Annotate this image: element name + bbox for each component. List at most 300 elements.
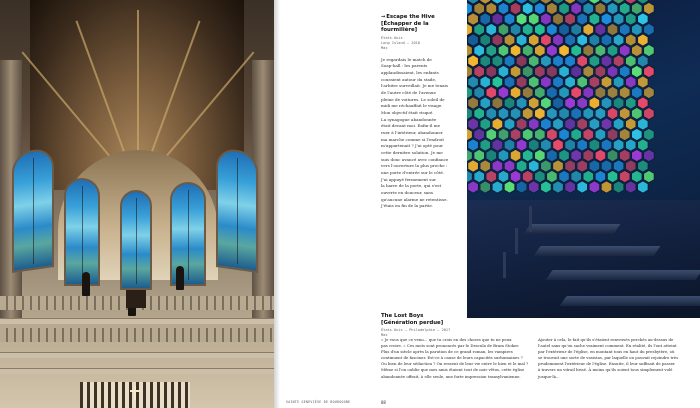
glass-hexagon bbox=[474, 23, 485, 35]
glass-hexagon bbox=[516, 34, 527, 46]
glass-hexagon bbox=[638, 118, 649, 130]
glass-hexagon bbox=[547, 149, 558, 161]
story-body-text bbox=[381, 57, 463, 210]
glass-hexagon bbox=[529, 118, 540, 130]
glass-hexagon bbox=[619, 65, 630, 77]
text-line: se trouvait une sorte de vasistas, par laquelle on pouvait rejoindre très bbox=[538, 355, 679, 361]
glass-hexagon bbox=[644, 2, 655, 14]
stained-glass-window bbox=[120, 190, 152, 290]
glass-hexagon bbox=[516, 139, 527, 151]
text-line: Plus d'un siècle après la parution de ce grand roman, les vampires bbox=[381, 349, 513, 355]
glass-hexagon bbox=[589, 118, 600, 130]
glass-hexagon bbox=[529, 55, 540, 67]
text-line: midi me réchauffait le visage. bbox=[381, 103, 443, 109]
glass-hexagon bbox=[504, 13, 515, 25]
glass-hexagon bbox=[480, 34, 491, 46]
text-line: à travers un vitrail brisé. À moins qu'ils soient tous simplement volé bbox=[538, 367, 673, 373]
glass-hexagon bbox=[559, 170, 570, 182]
glass-hexagon bbox=[644, 128, 655, 140]
glass-hexagon bbox=[498, 86, 509, 98]
glass-hexagon bbox=[559, 44, 570, 56]
glass-hexagon bbox=[553, 181, 564, 193]
glass-hexagon bbox=[644, 170, 655, 182]
glass-hexagon bbox=[529, 139, 540, 151]
glass-hexagon bbox=[619, 23, 630, 35]
glass-hexagon bbox=[583, 149, 594, 161]
glass-hexagon bbox=[607, 65, 618, 77]
glass-hexagon bbox=[638, 13, 649, 25]
glass-hexagon bbox=[595, 2, 606, 14]
glass-hexagon bbox=[559, 23, 570, 35]
glass-hexagon bbox=[486, 86, 497, 98]
text-line: La synagogue abandonnée bbox=[381, 116, 437, 122]
glass-hexagon bbox=[601, 76, 612, 88]
glass-hexagon bbox=[613, 118, 624, 130]
glass-hexagon bbox=[498, 2, 509, 14]
glass-hexagon bbox=[571, 2, 582, 14]
glass-hexagon bbox=[467, 44, 472, 56]
glass-hexagon bbox=[498, 44, 509, 56]
glass-hexagon bbox=[510, 107, 521, 119]
text-line: qu'aucune alarme ne retentisse. bbox=[381, 196, 448, 202]
synagogue-hexagon-photo bbox=[467, 0, 700, 318]
ledge bbox=[0, 352, 274, 358]
ledge bbox=[0, 318, 274, 324]
person-silhouette bbox=[82, 272, 90, 296]
glass-hexagon bbox=[644, 65, 655, 77]
glass-hexagon bbox=[467, 86, 472, 98]
glass-hexagon bbox=[583, 86, 594, 98]
ledge bbox=[0, 368, 274, 374]
glass-hexagon bbox=[474, 107, 485, 119]
glass-hexagon bbox=[547, 107, 558, 119]
glass-hexagon bbox=[565, 55, 576, 67]
glass-hexagon bbox=[498, 23, 509, 35]
glass-hexagon bbox=[547, 86, 558, 98]
glass-hexagon bbox=[589, 76, 600, 88]
glass-hexagon bbox=[541, 181, 552, 193]
glass-hexagon bbox=[626, 139, 637, 151]
glass-hexagon bbox=[492, 13, 503, 25]
glass-hexagon bbox=[601, 118, 612, 130]
glass-hexagon bbox=[632, 149, 643, 161]
glass-hexagon bbox=[510, 128, 521, 140]
glass-hexagon bbox=[510, 65, 521, 77]
page-number: 88 bbox=[381, 400, 386, 405]
glass-hexagon bbox=[583, 2, 594, 14]
text-line: par l'extérieur de l'église, en montant tous en haut du presbytère, où bbox=[538, 349, 675, 355]
church-interior-photo bbox=[0, 0, 274, 408]
glass-hexagon bbox=[547, 65, 558, 77]
pew bbox=[545, 270, 700, 280]
glass-hexagon bbox=[498, 128, 509, 140]
text-line: Ou bien de leur séduction ? On ressent de leur vie entre le bien et le mal ? bbox=[381, 361, 529, 367]
glass-hexagon bbox=[516, 181, 527, 193]
glass-hexagon bbox=[644, 149, 655, 161]
glass-hexagon bbox=[613, 139, 624, 151]
glass-hexagon bbox=[522, 149, 533, 161]
glass-hexagon bbox=[486, 2, 497, 14]
glass-hexagon bbox=[504, 181, 515, 193]
glass-hexagon bbox=[607, 2, 618, 14]
glass-hexagon bbox=[559, 149, 570, 161]
glass-hexagon bbox=[607, 44, 618, 56]
glass-hexagon bbox=[632, 128, 643, 140]
glass-hexagon bbox=[522, 65, 533, 77]
glass-hexagon bbox=[480, 97, 491, 109]
glass-hexagon bbox=[632, 65, 643, 77]
glass-hexagon bbox=[504, 160, 515, 172]
glass-hexagon bbox=[510, 44, 521, 56]
glass-hexagon bbox=[577, 139, 588, 151]
glass-hexagon bbox=[589, 97, 600, 109]
glass-hexagon bbox=[644, 23, 655, 35]
glass-hexagon bbox=[522, 44, 533, 56]
glass-hexagon bbox=[607, 23, 618, 35]
glass-hexagon bbox=[571, 107, 582, 119]
glass-hexagon bbox=[571, 149, 582, 161]
text-line: jusque-là... bbox=[538, 373, 560, 379]
glass-hexagon bbox=[559, 128, 570, 140]
glass-hexagon bbox=[486, 149, 497, 161]
stained-glass-window bbox=[216, 147, 258, 273]
lower-story-column-1 bbox=[381, 337, 531, 380]
glass-hexagon bbox=[577, 181, 588, 193]
pew bbox=[559, 296, 700, 306]
glass-hexagon bbox=[565, 139, 576, 151]
glass-hexagon bbox=[467, 128, 472, 140]
text-line: Soap-ball : les parents bbox=[381, 63, 428, 69]
page-gutter-shadow bbox=[274, 0, 280, 408]
glass-hexagon bbox=[492, 34, 503, 46]
glass-hexagon bbox=[516, 118, 527, 130]
glass-hexagon bbox=[601, 181, 612, 193]
glass-hexagon bbox=[535, 2, 546, 14]
glass-hexagon bbox=[467, 2, 472, 14]
glass-hexagon bbox=[632, 44, 643, 56]
glass-hexagon bbox=[486, 128, 497, 140]
glass-hexagon bbox=[644, 44, 655, 56]
glass-hexagon bbox=[613, 34, 624, 46]
glass-hexagon bbox=[553, 160, 564, 172]
glass-hexagon bbox=[516, 55, 527, 67]
glass-hexagon bbox=[510, 149, 521, 161]
glass-hexagon bbox=[589, 160, 600, 172]
glass-hexagon bbox=[613, 13, 624, 25]
glass-hexagon bbox=[632, 170, 643, 182]
text-line: « Je vous que ce venu... que tu crois en des choses que tu ne peux bbox=[381, 337, 512, 342]
glass-hexagon bbox=[589, 55, 600, 67]
glass-hexagon bbox=[486, 23, 497, 35]
glass-hexagon bbox=[595, 149, 606, 161]
text-line: Même si l'on oublie que mes amis étaient tout de noir vêtus, cette église bbox=[381, 367, 525, 373]
glass-hexagon bbox=[626, 160, 637, 172]
glass-hexagon bbox=[565, 13, 576, 25]
glass-hexagon bbox=[522, 2, 533, 14]
glass-hexagon bbox=[577, 118, 588, 130]
glass-hexagon bbox=[474, 86, 485, 98]
glass-hexagon bbox=[541, 160, 552, 172]
glass-hexagon bbox=[565, 118, 576, 130]
glass-hexagon bbox=[595, 65, 606, 77]
text-line: prudemment l'extérieur de l'église. Ensuite, il leur suffisait de passer bbox=[538, 361, 675, 367]
glass-hexagon bbox=[516, 97, 527, 109]
glass-hexagon bbox=[638, 139, 649, 151]
text-line: continuent de fasciner. Est-ce à cause de leurs capacités surhumaines ? bbox=[381, 355, 523, 361]
glass-hexagon bbox=[613, 181, 624, 193]
glass-hexagon bbox=[553, 97, 564, 109]
glass-hexagon bbox=[595, 128, 606, 140]
glass-hexagon bbox=[632, 2, 643, 14]
glass-hexagon bbox=[535, 44, 546, 56]
glass-hexagon bbox=[577, 160, 588, 172]
text-line: l'autel sans qu'on sache vraiment comment. En réalité, ils l'ont atteint bbox=[538, 343, 677, 349]
glass-hexagon bbox=[467, 23, 472, 35]
glass-hexagon bbox=[468, 97, 479, 109]
glass-hexagon bbox=[510, 170, 521, 182]
glass-hexagon bbox=[638, 97, 649, 109]
glass-hexagon bbox=[468, 118, 479, 130]
glass-hexagon bbox=[626, 13, 637, 25]
glass-hexagon bbox=[577, 34, 588, 46]
glass-hexagon bbox=[613, 160, 624, 172]
glass-hexagon bbox=[474, 65, 485, 77]
glass-hexagon bbox=[492, 181, 503, 193]
pew bbox=[533, 246, 660, 256]
glass-hexagon bbox=[510, 2, 521, 14]
glass-hexagon bbox=[480, 160, 491, 172]
text-line: Je regardais le match de bbox=[381, 56, 432, 62]
glass-hexagon bbox=[571, 44, 582, 56]
glass-hexagon bbox=[467, 65, 472, 77]
glass-hexagon bbox=[529, 34, 540, 46]
glass-hexagon bbox=[644, 107, 655, 119]
glass-hexagon bbox=[632, 86, 643, 98]
text-line: applaudissaient, les enfants bbox=[381, 70, 439, 76]
glass-hexagon bbox=[613, 76, 624, 88]
glass-hexagon bbox=[601, 97, 612, 109]
glass-hexagon bbox=[583, 23, 594, 35]
glass-hexagon bbox=[607, 170, 618, 182]
glass-hexagon bbox=[619, 128, 630, 140]
glass-hexagon bbox=[547, 44, 558, 56]
glass-hexagon bbox=[589, 181, 600, 193]
glass-hexagon bbox=[583, 128, 594, 140]
glass-hexagon bbox=[541, 34, 552, 46]
glass-hexagon bbox=[601, 34, 612, 46]
pew-end bbox=[515, 228, 518, 254]
glass-hexagon bbox=[522, 107, 533, 119]
text-line: ruer à l'intérieur, abandonner bbox=[381, 130, 443, 135]
text-line: J'étais en fin de la partie. bbox=[381, 203, 434, 209]
glass-hexagon bbox=[626, 97, 637, 109]
lower-story-column-2 bbox=[538, 337, 690, 380]
glass-hexagon bbox=[486, 107, 497, 119]
glass-hexagon bbox=[601, 160, 612, 172]
glass-hexagon bbox=[626, 76, 637, 88]
glass-hexagon bbox=[535, 107, 546, 119]
glass-hexagon bbox=[480, 76, 491, 88]
glass-hexagon bbox=[559, 2, 570, 14]
glass-hexagon bbox=[541, 97, 552, 109]
cross-icon bbox=[130, 386, 140, 400]
glass-hexagon bbox=[480, 181, 491, 193]
glass-hexagon bbox=[626, 34, 637, 46]
glass-hexagon bbox=[577, 13, 588, 25]
glass-hexagon bbox=[589, 139, 600, 151]
text-line: Mon objectif était risqué. bbox=[381, 110, 434, 116]
glass-hexagon bbox=[547, 23, 558, 35]
glass-hexagon bbox=[607, 128, 618, 140]
glass-hexagon bbox=[571, 128, 582, 140]
arrow-right-icon: → bbox=[381, 14, 386, 20]
glass-hexagon bbox=[522, 23, 533, 35]
glass-hexagon bbox=[583, 170, 594, 182]
glass-hexagon bbox=[529, 181, 540, 193]
decorative-band bbox=[0, 328, 274, 342]
glass-hexagon bbox=[638, 181, 649, 193]
glass-hexagon bbox=[529, 160, 540, 172]
glass-hexagon bbox=[607, 86, 618, 98]
glass-hexagon bbox=[638, 34, 649, 46]
text-line: la barre de la porte, qui s'est bbox=[381, 183, 442, 189]
glass-hexagon bbox=[565, 76, 576, 88]
glass-hexagon bbox=[626, 118, 637, 130]
glass-hexagon bbox=[486, 44, 497, 56]
stained-glass-window bbox=[64, 178, 100, 286]
glass-hexagon bbox=[480, 13, 491, 25]
glass-hexagon bbox=[638, 160, 649, 172]
glass-hexagon bbox=[516, 76, 527, 88]
glass-hexagon bbox=[468, 76, 479, 88]
glass-hexagon bbox=[638, 55, 649, 67]
glass-hexagon bbox=[492, 55, 503, 67]
glass-hexagon bbox=[535, 65, 546, 77]
story-title: The Lost Boys [Génération perdue] bbox=[381, 313, 444, 326]
glass-hexagon bbox=[541, 55, 552, 67]
glass-hexagon bbox=[565, 97, 576, 109]
glass-hexagon bbox=[467, 149, 472, 161]
glass-hexagon bbox=[522, 86, 533, 98]
glass-hexagon bbox=[504, 97, 515, 109]
glass-hexagon bbox=[607, 107, 618, 119]
glass-hexagon bbox=[480, 118, 491, 130]
glass-hexagon bbox=[535, 128, 546, 140]
text-line: était devant moi. Enfin-il me bbox=[381, 123, 441, 129]
glass-hexagon bbox=[541, 139, 552, 151]
glass-hexagon bbox=[492, 97, 503, 109]
glass-hexagon bbox=[547, 2, 558, 14]
glass-hexagon bbox=[480, 55, 491, 67]
glass-hexagon bbox=[468, 13, 479, 25]
glass-hexagon bbox=[535, 23, 546, 35]
glass-hexagon bbox=[559, 86, 570, 98]
glass-hexagon bbox=[468, 34, 479, 46]
glass-hexagon bbox=[589, 34, 600, 46]
glass-hexagon bbox=[577, 55, 588, 67]
glass-hexagon bbox=[498, 107, 509, 119]
glass-hexagon bbox=[541, 118, 552, 130]
text-line: abandonnée offrait, à elle seule, une forte impression transylvanienne. bbox=[381, 373, 521, 379]
glass-hexagon bbox=[547, 170, 558, 182]
left-page-footer: SAINTE GENEVIÈVE DE BOURGOGNE bbox=[286, 400, 351, 404]
glass-hexagon bbox=[547, 128, 558, 140]
text-line: J'ai appuyé fermement sur bbox=[381, 176, 436, 182]
glass-hexagon bbox=[589, 13, 600, 25]
story-meta: États-Unis Long Island — 2018 Max bbox=[381, 35, 420, 50]
lectern bbox=[126, 290, 146, 308]
glass-hexagon bbox=[583, 44, 594, 56]
glass-hexagon bbox=[601, 139, 612, 151]
glass-hexagon bbox=[541, 76, 552, 88]
glass-hexagon bbox=[516, 160, 527, 172]
glass-hexagon bbox=[595, 23, 606, 35]
glass-hexagon bbox=[492, 160, 503, 172]
glass-hexagon bbox=[504, 34, 515, 46]
pew bbox=[523, 224, 620, 234]
glass-hexagon bbox=[619, 44, 630, 56]
glass-hexagon bbox=[492, 118, 503, 130]
text-line: couraient autour du stade, bbox=[381, 76, 437, 82]
lower-story-header bbox=[381, 313, 450, 338]
story-meta: États-Unis — Philadelphie — 2017 Max bbox=[381, 328, 451, 338]
glass-hexagon bbox=[553, 13, 564, 25]
glass-hexagon bbox=[541, 13, 552, 25]
glass-hexagon bbox=[613, 97, 624, 109]
glass-hexagon bbox=[510, 23, 521, 35]
glass-hexagon bbox=[504, 139, 515, 151]
glass-hexagon bbox=[474, 2, 485, 14]
text-line: l'arbitre surveillait. Je me tenais bbox=[381, 83, 448, 89]
glass-hexagon bbox=[474, 170, 485, 182]
glass-hexagon bbox=[571, 65, 582, 77]
glass-hexagon bbox=[571, 86, 582, 98]
glass-hexagon bbox=[626, 55, 637, 67]
text-line: suis donc avancé avec confiance bbox=[381, 156, 449, 162]
glass-hexagon bbox=[529, 13, 540, 25]
glass-hexagon bbox=[535, 149, 546, 161]
glass-hexagon bbox=[565, 160, 576, 172]
glass-hexagon bbox=[492, 139, 503, 151]
text-line: vers l'ouverture la plus proche : bbox=[381, 163, 448, 169]
glass-hexagon bbox=[601, 13, 612, 25]
glass-hexagon bbox=[510, 86, 521, 98]
glass-hexagon bbox=[571, 23, 582, 35]
glass-hexagon bbox=[522, 170, 533, 182]
glass-hexagon bbox=[619, 86, 630, 98]
person-silhouette bbox=[176, 266, 184, 290]
pew-end bbox=[529, 206, 532, 232]
text-line: de l'autre côté de l'avenue bbox=[381, 90, 436, 96]
glass-hexagon bbox=[535, 170, 546, 182]
glass-hexagon bbox=[553, 76, 564, 88]
glass-hexagon bbox=[504, 55, 515, 67]
glass-hexagon bbox=[577, 76, 588, 88]
text-line: Ajouter à cela, le fait qu'ils s'étaient renversés perchés au-dessus de bbox=[538, 337, 674, 342]
glass-hexagon bbox=[468, 160, 479, 172]
text-line: pleine de voitures. Le soleil de bbox=[381, 96, 445, 102]
glass-hexagon bbox=[583, 107, 594, 119]
glass-hexagon bbox=[474, 44, 485, 56]
glass-hexagon bbox=[553, 55, 564, 67]
glass-hexagon bbox=[559, 107, 570, 119]
glass-hexagon bbox=[619, 170, 630, 182]
text-line: pas croire. » Ces mots sont prononcés par le Dracula de Bram Stoker. bbox=[381, 343, 520, 349]
glass-hexagon bbox=[607, 149, 618, 161]
glass-hexagon bbox=[535, 86, 546, 98]
glass-hexagon bbox=[468, 139, 479, 151]
text-line: cette dernière solution. Je me bbox=[381, 149, 443, 155]
